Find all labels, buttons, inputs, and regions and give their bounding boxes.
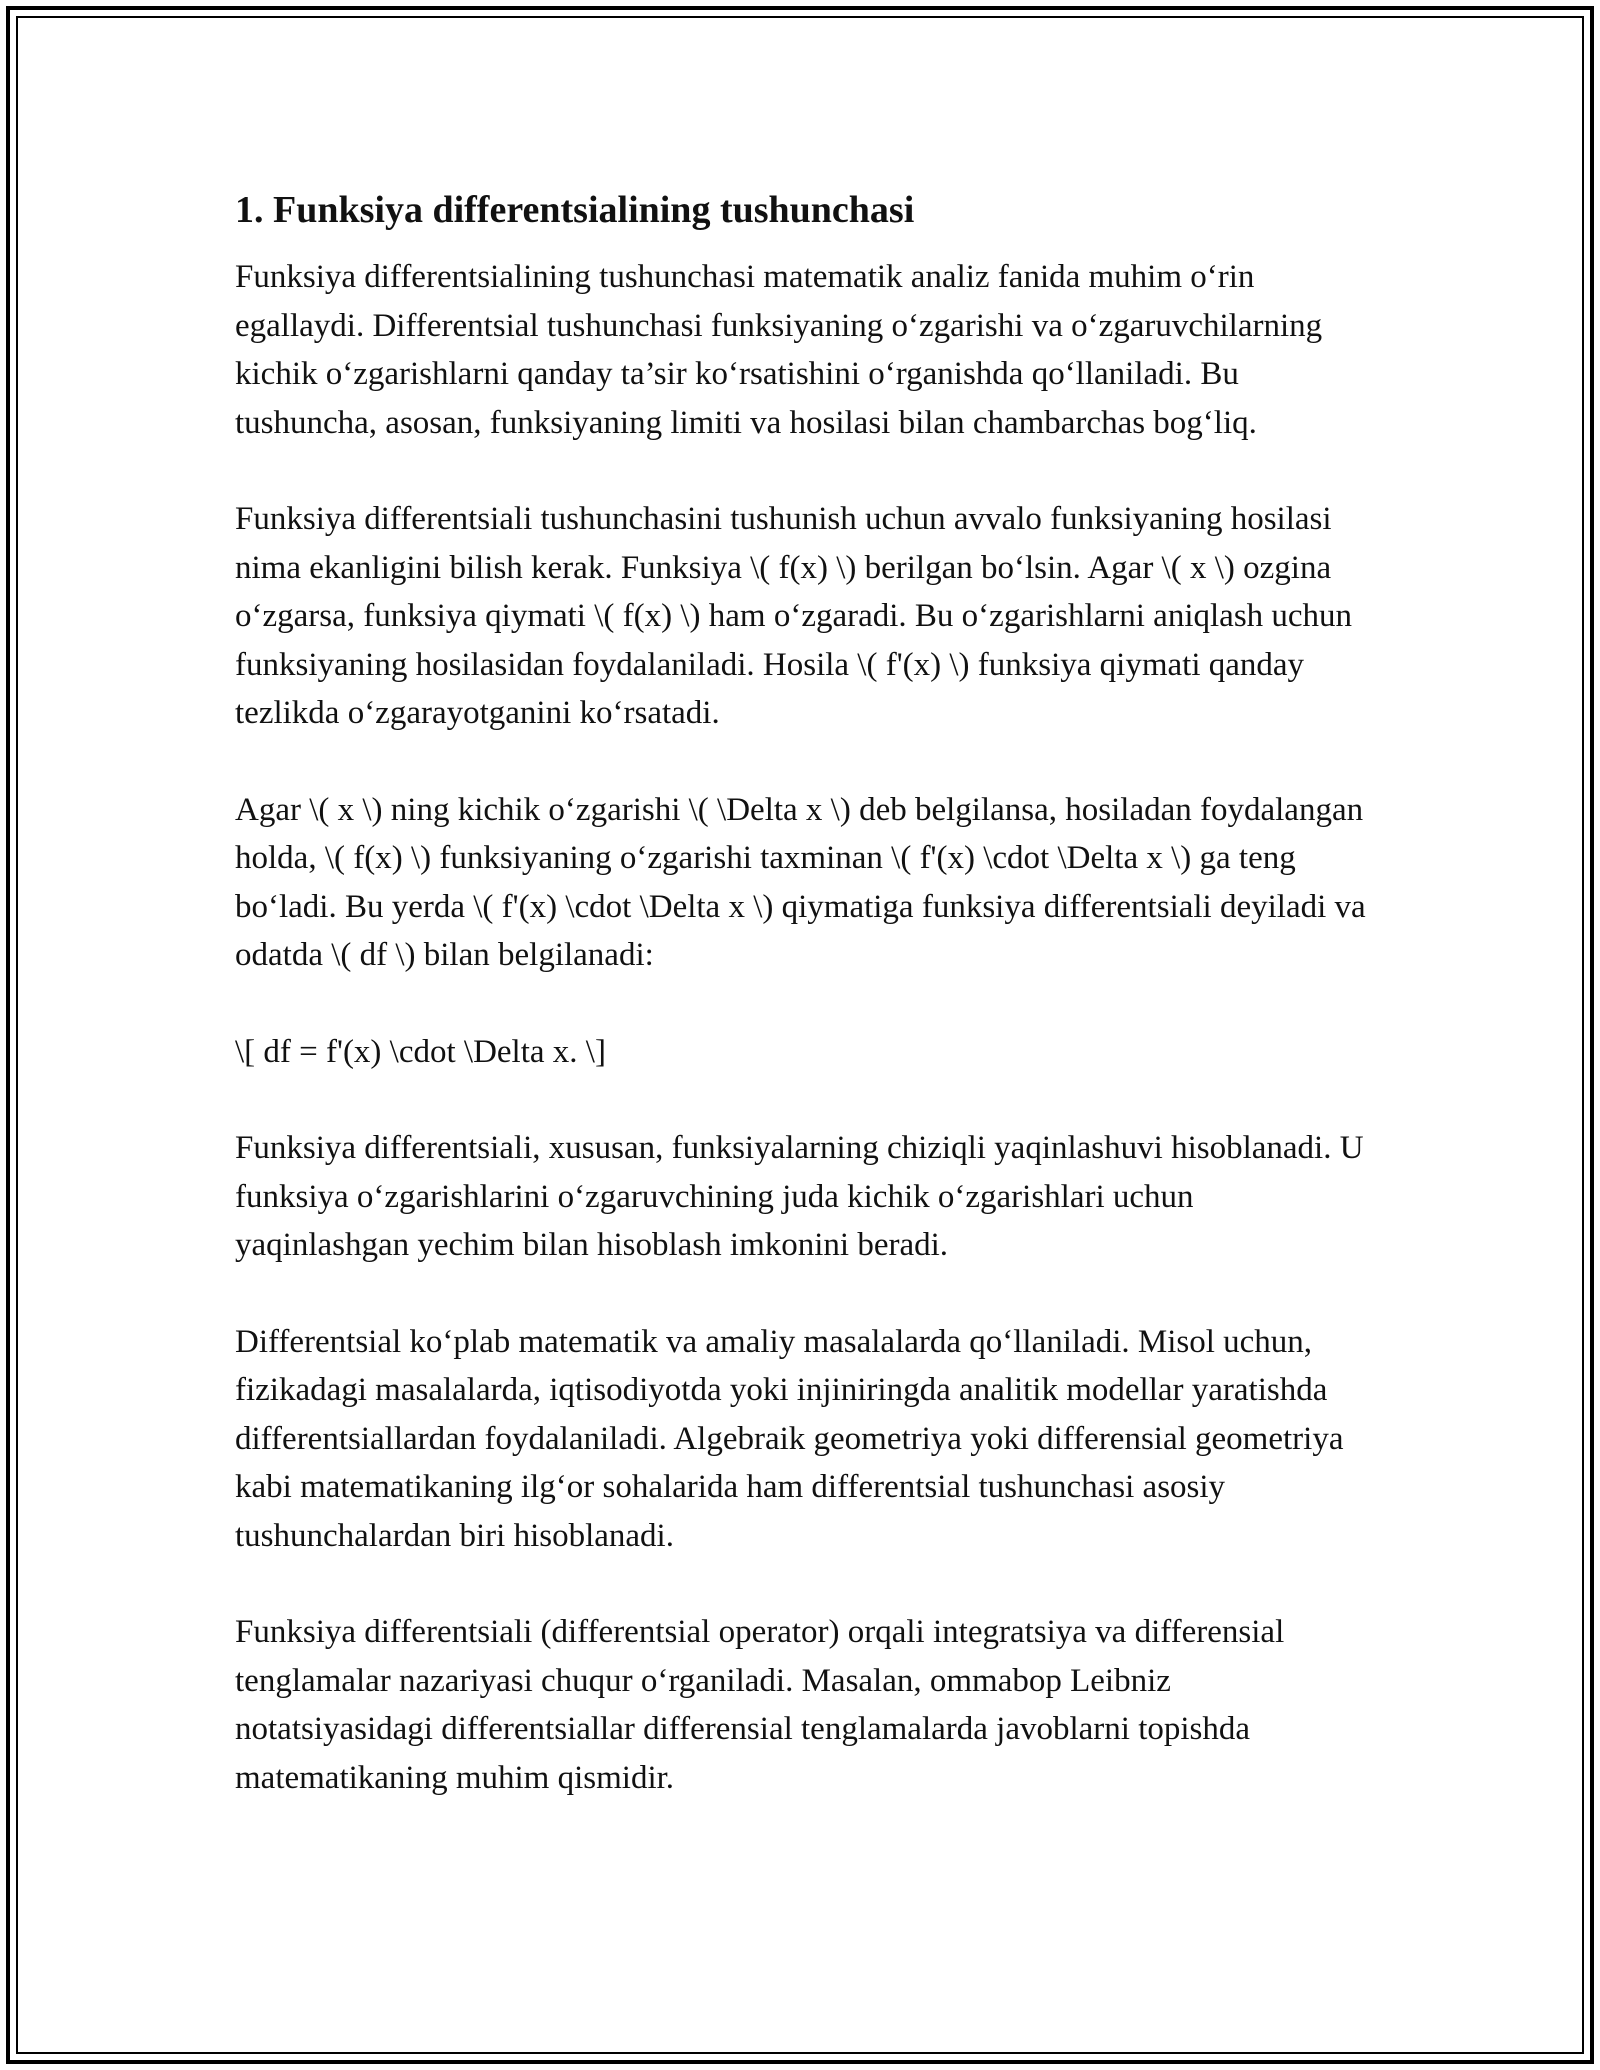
paragraph-applications: Differentsial ko‘plab matematik va amaliy masalalarda qo‘llaniladi. Misol uchun, fizikadagi masalalarda, iqtisodiyotda yoki injiniringda analitik modellar yaratishda differentsiallardan foydalaniladi. Algebraik geometriya yoki differensial geometriya kabi matematikaning ilg‘or sohalarida ham differentsial tushunchasi asosiy tushunchalardan biri hisoblanadi. [235,1323,1344,1554]
paragraph-linear-approximation: Funksiya differentsiali, xususan, funksiyalarning chiziqli yaqinlashuvi hisoblanadi. U funksiya o‘zgarishlarini o‘zgaruvchining juda kichik o‘zgarishlari uchun yaqinlashgan yechim bilan hisoblash imkonini beradi. [235,1130,1364,1263]
document-body [235,185,1375,1850]
formula-differential: \[ df = f'(x) \cdot \Delta x. \] [235,1033,606,1070]
paragraph-differential-definition: Agar \( x \) ning kichik o‘zgarishi \( \Delta x \) deb belgilansa, hosiladan foydalangan holda, \( f(x) \) funksiyaning o‘zgarishi taxminan \( f'(x) \cdot \Delta x \) ga teng bo‘ladi. Bu yerda \( f'(x) \cdot \Delta x \) qiymatiga funksiya differentsiali deyiladi va odatda \( df \) bilan belgilanadi: [235,791,1366,973]
paragraph-operator: Funksiya differentsiali (differentsial operator) orqali integratsiya va differensial tenglamalar nazariyasi chuqur o‘rganiladi. Masalan, ommabop Leibniz notatsiyasidagi differentsiallar differensial tenglamalarda javoblarni topishda matematikaning muhim qismidir. [235,1614,1285,1796]
section-title: 1. Funksiya differentsialining tushunchasi [235,189,915,231]
paragraph-derivative: Funksiya differentsiali tushunchasini tushunish uchun avvalo funksiyaning hosilasi nima ekanligini bilish kerak. Funksiya \( f(x) \) berilgan bo‘lsin. Agar \( x \) ozgina o‘zgarsa, funksiya qiymati \( f(x) \) ham o‘zgaradi. Bu o‘zgarishlarni aniqlash uchun funksiyaning hosilasidan foydalaniladi. Hosila \( f'(x) \) funksiya qiymati qanday tezlikda o‘zgarayotganini ko‘rsatadi. [235,501,1353,731]
paragraph-intro: Funksiya differentsialining tushunchasi matematik analiz fanida muhim o‘rin egallaydi. Differentsial tushunchasi funksiyaning o‘zgarishi va o‘zgaruvchilarning kichik o‘zgarishlarni qanday ta’sir ko‘rsatishini o‘rganishda qo‘llaniladi. Bu tushuncha, asosan, funksiyaning limiti va hosilasi bilan chambarchas bog‘liq. [235,259,1323,441]
